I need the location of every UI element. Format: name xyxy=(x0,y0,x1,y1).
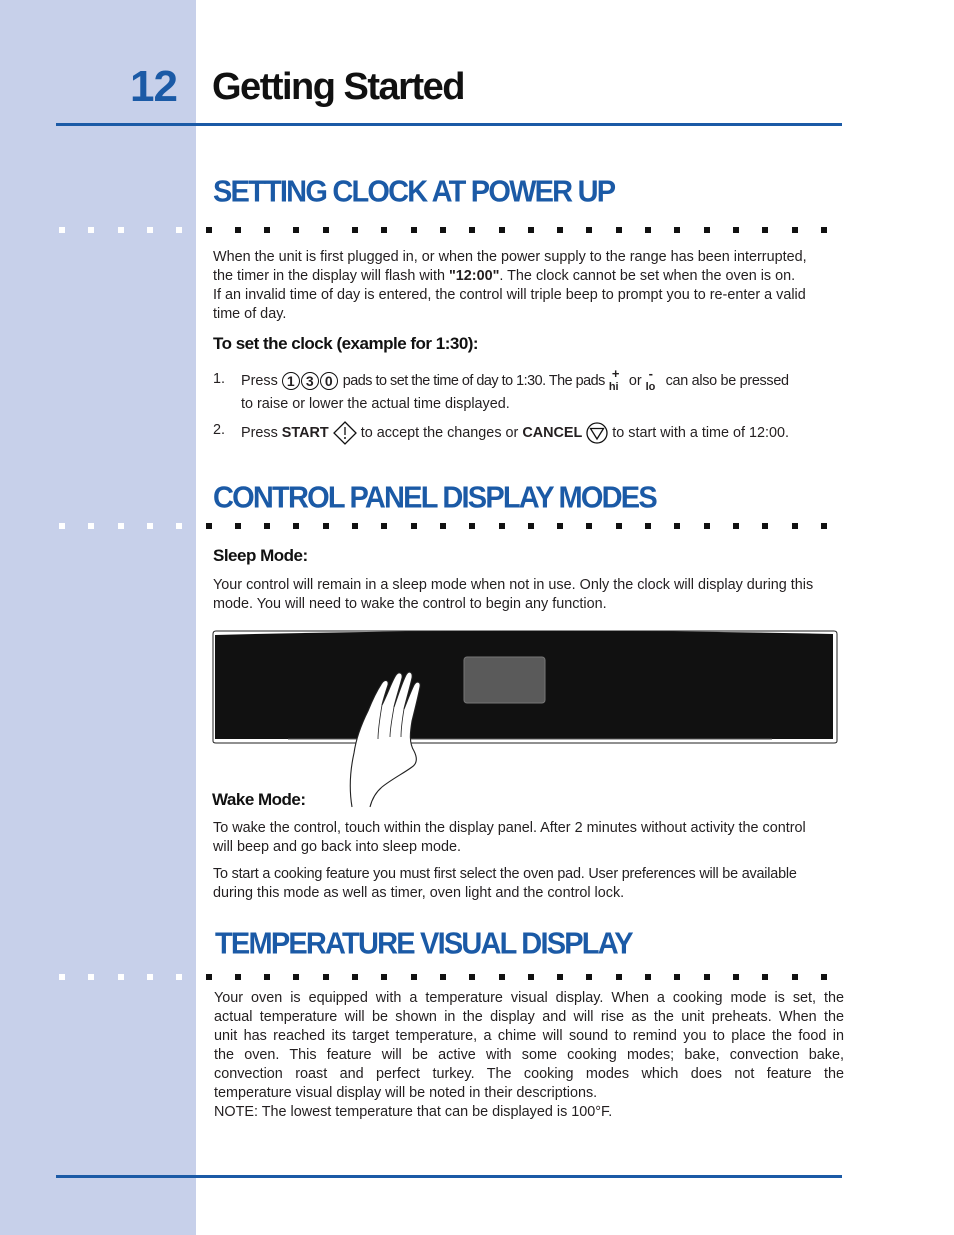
divider-dot xyxy=(821,523,827,529)
divider-dot xyxy=(206,974,212,980)
divider-dot xyxy=(733,523,739,529)
divider-dot xyxy=(118,974,124,980)
temperature-paragraph: Your oven is equipped with a temperature visual display. When a cooking mode is set, the actual temperature will be shown in the display and will rise as the unit preheats. When the unit has reached its target temperature, a chime will sound to remind you to place the food in the oven. This feature will be active with some cooking modes; bake, convection bake, convection roast and perfect turkey. The cooking modes which does not feature the temperature visual display will be noted in their descriptions. NOTE: The lowest temperature that can be displayed is 100°F. xyxy=(214,990,844,1120)
divider-dot xyxy=(293,974,299,980)
divider-dot xyxy=(762,227,768,233)
control-panel-illustration xyxy=(212,629,838,809)
divider-dot xyxy=(616,974,622,980)
clock-line-3: If an invalid time of day is entered, the control will triple beep to prompt you to re-enter a valid xyxy=(213,287,806,303)
divider-dot xyxy=(528,974,534,980)
digit-0-pad-icon: 0 xyxy=(320,372,338,390)
divider-dot xyxy=(733,974,739,980)
divider-dot xyxy=(264,227,270,233)
digit-3-pad-icon: 3 xyxy=(301,372,319,390)
divider-dot xyxy=(235,974,241,980)
divider-dot xyxy=(586,974,592,980)
dot-divider xyxy=(56,523,846,531)
divider-dot xyxy=(88,227,94,233)
divider-dot xyxy=(645,227,651,233)
divider-dot xyxy=(645,974,651,980)
divider-dot xyxy=(821,974,827,980)
divider-dot xyxy=(586,523,592,529)
clock-display-window xyxy=(464,657,545,703)
bottom-rule xyxy=(56,1175,842,1178)
clock-line-4: time of day. xyxy=(213,306,287,322)
divider-dot xyxy=(59,974,65,980)
divider-dot xyxy=(645,523,651,529)
divider-dot xyxy=(235,227,241,233)
divider-dot xyxy=(352,974,358,980)
divider-dot xyxy=(792,974,798,980)
divider-dot xyxy=(792,227,798,233)
divider-dot xyxy=(762,523,768,529)
page-number: 12 xyxy=(130,62,177,111)
sidebar-band xyxy=(0,0,196,1235)
divider-dot xyxy=(557,523,563,529)
section-heading-temperature: TEMPERATURE VISUAL DISPLAY xyxy=(215,927,632,961)
divider-dot xyxy=(411,523,417,529)
divider-dot xyxy=(352,523,358,529)
page-title: Getting Started xyxy=(212,66,464,108)
divider-dot xyxy=(147,974,153,980)
divider-dot xyxy=(293,227,299,233)
divider-dot xyxy=(674,974,680,980)
divider-dot xyxy=(59,227,65,233)
divider-dot xyxy=(176,523,182,529)
lo-pad-icon: - lo xyxy=(645,366,656,393)
section-heading-display-modes: CONTROL PANEL DISPLAY MODES xyxy=(213,481,656,515)
divider-dot xyxy=(352,227,358,233)
divider-dot xyxy=(440,974,446,980)
cancel-triangle-icon xyxy=(586,422,608,444)
divider-dot xyxy=(616,227,622,233)
divider-dot xyxy=(147,227,153,233)
divider-dot xyxy=(88,523,94,529)
divider-dot xyxy=(235,523,241,529)
divider-dot xyxy=(381,227,387,233)
divider-dot xyxy=(293,523,299,529)
divider-dot xyxy=(206,523,212,529)
divider-dot xyxy=(264,523,270,529)
wake-mode-heading: Wake Mode: xyxy=(212,790,306,809)
divider-dot xyxy=(821,227,827,233)
dot-divider xyxy=(56,974,846,982)
dot-divider xyxy=(56,227,846,235)
hi-pad-icon: + hi xyxy=(608,366,620,393)
divider-dot xyxy=(88,974,94,980)
divider-dot xyxy=(440,523,446,529)
divider-dot xyxy=(704,523,710,529)
divider-dot xyxy=(176,974,182,980)
divider-dot xyxy=(469,523,475,529)
sleep-mode-heading: Sleep Mode: xyxy=(213,546,308,565)
temperature-note: NOTE: The lowest temperature that can be displayed is 100°F. xyxy=(214,1104,613,1120)
divider-dot xyxy=(616,523,622,529)
divider-dot xyxy=(499,974,505,980)
clock-line-2: the timer in the display will flash with "12:00". The clock cannot be set when the oven is on. xyxy=(213,268,796,284)
divider-dot xyxy=(499,227,505,233)
divider-dot xyxy=(704,974,710,980)
divider-dot xyxy=(528,227,534,233)
divider-dot xyxy=(528,523,534,529)
wake-paragraph: To wake the control, touch within the display panel. After 2 minutes without activity the control will beep and go back into sleep mode. xyxy=(213,820,806,855)
divider-dot xyxy=(59,523,65,529)
divider-dot xyxy=(206,227,212,233)
divider-dot xyxy=(381,523,387,529)
divider-dot xyxy=(557,974,563,980)
divider-dot xyxy=(411,974,417,980)
divider-dot xyxy=(118,227,124,233)
divider-dot xyxy=(440,227,446,233)
divider-dot xyxy=(323,523,329,529)
divider-dot xyxy=(704,227,710,233)
divider-dot xyxy=(557,227,563,233)
divider-dot xyxy=(586,227,592,233)
divider-dot xyxy=(118,523,124,529)
sleep-paragraph: Your control will remain in a sleep mode when not in use. Only the clock will display during this mode. You will need to wake the control to begin any function. xyxy=(213,577,814,612)
clock-line-1: When the unit is first plugged in, or when the power supply to the range has been interrupted, xyxy=(213,249,807,265)
clock-subheading: To set the clock (example for 1:30): xyxy=(213,334,479,353)
divider-dot xyxy=(674,227,680,233)
divider-dot xyxy=(264,974,270,980)
divider-dot xyxy=(674,523,680,529)
divider-dot xyxy=(499,523,505,529)
clock-paragraph xyxy=(213,248,853,324)
divider-dot xyxy=(381,974,387,980)
section-heading-clock: SETTING CLOCK AT POWER UP xyxy=(213,175,615,209)
divider-dot xyxy=(176,227,182,233)
divider-dot xyxy=(792,523,798,529)
divider-dot xyxy=(762,974,768,980)
start-diamond-icon xyxy=(333,421,357,445)
divider-dot xyxy=(147,523,153,529)
divider-dot xyxy=(469,974,475,980)
divider-dot xyxy=(733,227,739,233)
divider-dot xyxy=(411,227,417,233)
divider-dot xyxy=(323,974,329,980)
divider-dot xyxy=(469,227,475,233)
flash-value: "12:00" xyxy=(448,268,500,284)
digit-1-pad-icon: 1 xyxy=(282,372,300,390)
top-rule xyxy=(56,123,842,126)
wake-paragraph-2: To start a cooking feature you must first select the oven pad. User preferences will be available during this mode as well as timer, oven light and the control lock. xyxy=(213,866,797,901)
divider-dot xyxy=(323,227,329,233)
